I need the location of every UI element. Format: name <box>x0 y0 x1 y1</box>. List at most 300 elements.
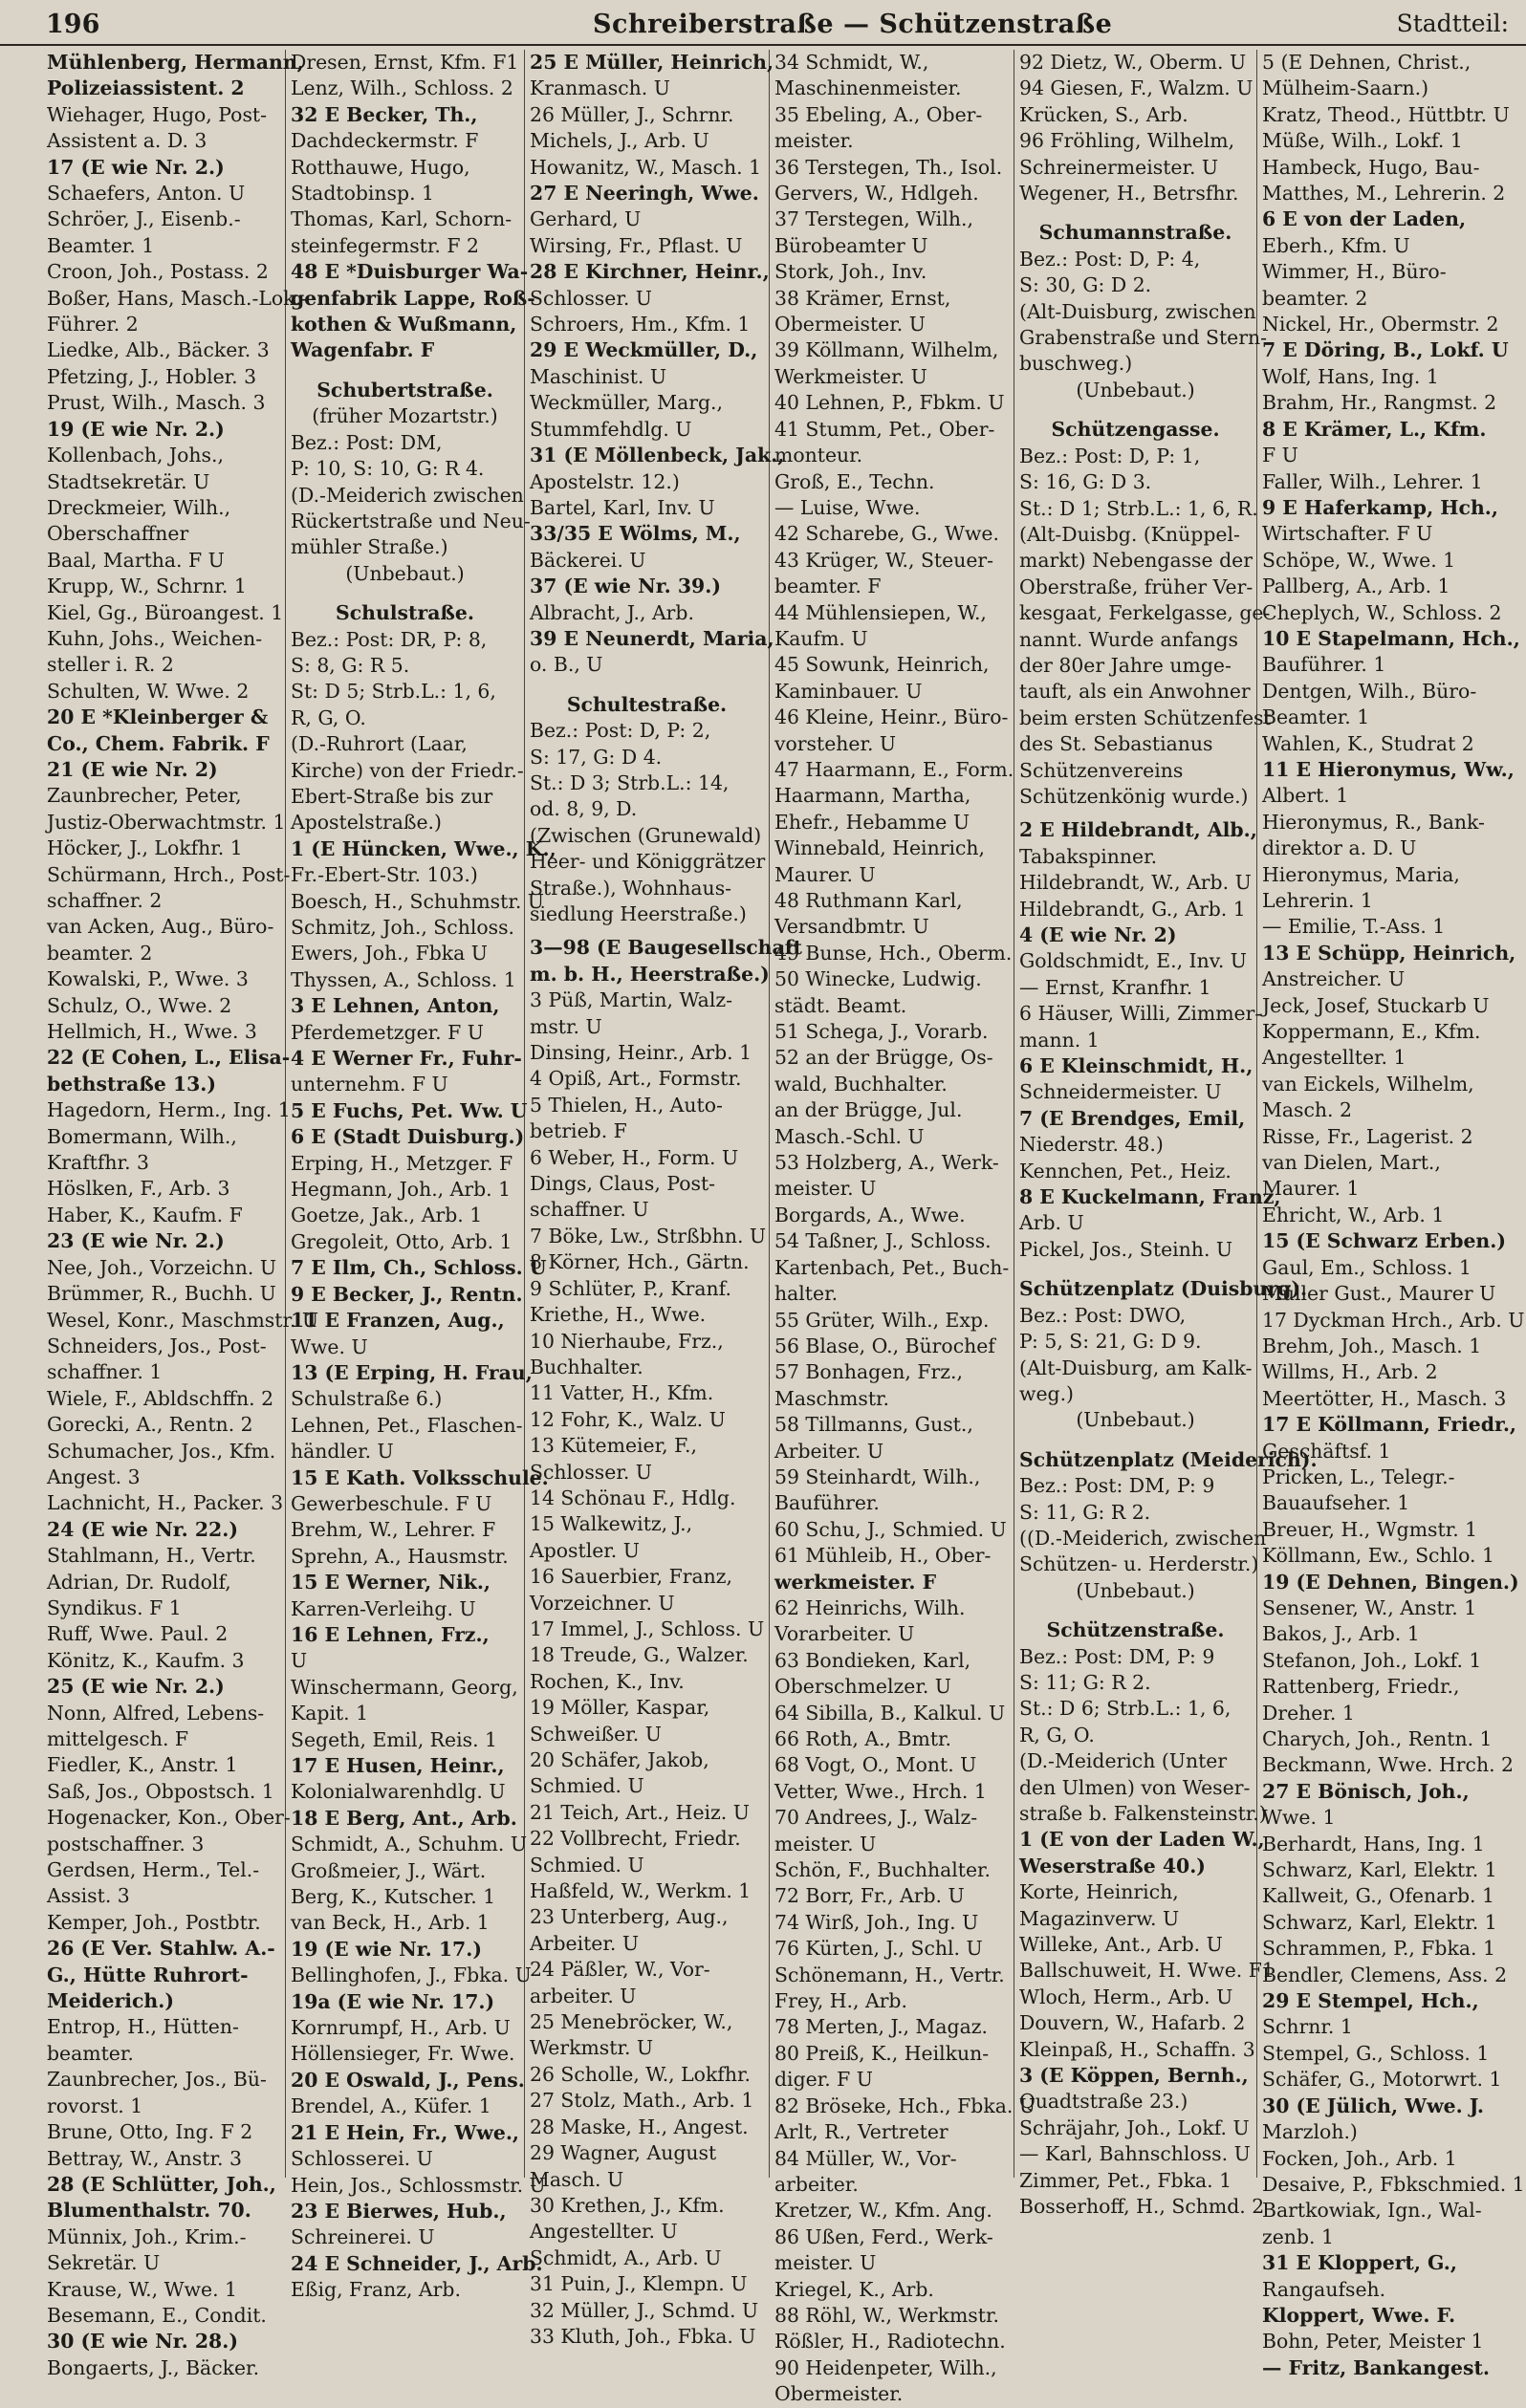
directory-entry-line: 36 Terstegen, Th., Isol. <box>774 155 1003 179</box>
directory-entry-line: 28 Maske, H., Angest. <box>530 2115 749 2138</box>
directory-entry-line: 8 E Krämer, L., Kfm. <box>1262 417 1487 441</box>
directory-entry-line: Kirche) von der Friedr.- <box>291 758 524 782</box>
directory-entry-line: Stadtobinsp. 1 <box>291 182 435 206</box>
directory-entry-line: St.: D 3; Strb.L.: 14, <box>530 770 730 794</box>
directory-entry-line: Weckmüller, Marg., <box>530 391 723 415</box>
directory-entry-line: 24 (E wie Nr. 22.) <box>47 1517 238 1541</box>
directory-entry-line: 57 Bonhagen, Frz., <box>774 1360 963 1384</box>
directory-entry-line: Besemann, E., Condit. <box>47 2303 267 2327</box>
directory-entry-line: Assist. 3 <box>47 1884 130 1908</box>
directory-entry-line: Liedke, Alb., Bäcker. 3 <box>47 338 270 362</box>
directory-entry-line: 96 Fröhling, Wilhelm, <box>1019 129 1235 153</box>
directory-entry-line: 27 E Bönisch, Joh., <box>1262 1779 1470 1803</box>
directory-entry-line: Prust, Wilh., Masch. 3 <box>47 391 266 415</box>
directory-entry-line: Schulz, O., Wwe. 2 <box>47 993 232 1017</box>
directory-entry-line: G., Hütte Ruhrort- <box>47 1963 249 1986</box>
directory-entry-line: 47 Haarmann, E., Form. <box>774 757 1014 781</box>
directory-entry-line: 20 Schäfer, Jakob, <box>530 1748 709 1771</box>
directory-entry-line: beamter. 2 <box>1262 286 1368 310</box>
directory-entry-line: Hieronymus, R., Bank- <box>1262 810 1485 834</box>
directory-entry-line: Co., Chem. Fabrik. F <box>47 731 270 755</box>
directory-entry-line: Stork, Joh., Inv. <box>774 260 927 284</box>
directory-entry-line: Bez.: Post: DM, P: 9 <box>1019 1474 1215 1498</box>
directory-entry-line: Schlosserei. U <box>291 2147 433 2171</box>
directory-entry-line: (D.-Meiderich (Unter <box>1019 1749 1228 1773</box>
directory-entry-line: Ballschuweit, H. Wwe. F1 <box>1019 1959 1275 1983</box>
directory-entry-line: arbeiter. <box>774 2172 859 2196</box>
directory-entry-line: 6 E (Stadt Duisburg.) <box>291 1125 525 1149</box>
directory-entry-line: Zaunbrecher, Peter, <box>47 784 242 808</box>
directory-entry-line: beamter. <box>47 2041 134 2065</box>
directory-entry-line: 18 E Berg, Ant., Arb. <box>291 1806 517 1830</box>
directory-entry-line: Beamter. 1 <box>47 233 155 257</box>
directory-entry-line: Focken, Joh., Arb. 1 <box>1262 2146 1457 2170</box>
directory-entry-line: Schreinerei. U <box>291 2225 435 2249</box>
directory-entry-line: Sekretär. U <box>47 2251 161 2275</box>
directory-entry-line: straße b. Falkensteinstr.) <box>1019 1802 1267 1825</box>
directory-entry-line: Haber, K., Kaufm. F <box>47 1203 243 1226</box>
directory-entry-line: Berhardt, Hans, Ing. 1 <box>1262 1832 1485 1855</box>
directory-entry-line: mühler Straße.) <box>291 535 448 559</box>
directory-entry-line: 48 Ruthmann Karl, <box>774 889 963 912</box>
directory-entry-line: Thyssen, A., Schloss. 1 <box>291 967 516 991</box>
directory-entry-line: Schützenkönig wurde.) <box>1019 784 1249 808</box>
directory-entry-line: Schröer, J., Eisenb.- <box>47 207 241 231</box>
directory-entry-line: 62 Heinrichs, Wilh. <box>774 1595 966 1619</box>
directory-entry-line: (Alt-Duisbg. (Knüppel- <box>1019 522 1240 546</box>
directory-entry-line: 18 Treude, G., Walzer. <box>530 1643 749 1667</box>
directory-entry-line: Kapit. 1 <box>291 1702 369 1725</box>
directory-entry-line: 4 Opiß, Art., Formstr. <box>530 1067 742 1091</box>
directory-entry-line: 31 E Kloppert, G., <box>1262 2251 1457 2275</box>
directory-entry-line: Kemper, Joh., Postbtr. <box>47 1910 261 1934</box>
directory-entry-line: Groß, E., Techn. <box>774 469 935 493</box>
directory-entry-line: mstr. U <box>530 1014 602 1038</box>
directory-entry-line: Kraftfhr. 3 <box>47 1151 150 1175</box>
page-title: Schreiberstraße — Schützenstraße <box>593 10 1113 39</box>
directory-entry-line: (D.-Meiderich zwischen <box>291 483 524 507</box>
directory-entry-line: Kratz, Theod., Hüttbtr. U <box>1262 102 1510 126</box>
directory-entry-line: Oberschaffner <box>47 522 189 546</box>
directory-entry-line: 26 Scholle, W., Lokfhr. <box>530 2062 751 2086</box>
directory-entry-line: schaffner. U <box>530 1198 649 1222</box>
directory-entry-line: 6 E von der Laden, <box>1262 207 1467 231</box>
directory-entry-line: 52 an der Brügge, Os- <box>774 1046 993 1070</box>
directory-entry-line: Stahlmann, H., Vertr. <box>47 1544 256 1568</box>
directory-entry-line: 15 E Kath. Volksschule. <box>291 1465 549 1489</box>
directory-entry-line: St.: D 1; Strb.L.: 1, 6, R. <box>1019 496 1258 520</box>
directory-entry-line: Pferdemetzger. F U <box>291 1020 484 1044</box>
directory-entry-line: 50 Winecke, Ludwig. <box>774 967 982 991</box>
directory-entry-line: van Beck, H., Arb. 1 <box>291 1911 490 1935</box>
spacer <box>530 679 764 686</box>
directory-entry-line: 78 Merten, J., Magaz. <box>774 2015 988 2039</box>
directory-entry-line: 11 E Hieronymus, Ww., <box>1262 757 1515 781</box>
directory-entry-line: Maschinist. U <box>530 364 667 388</box>
directory-entry-line: 41 Stumm, Pet., Ober- <box>774 417 995 441</box>
directory-entry-line: Könitz, K., Kaufm. 3 <box>47 1648 245 1672</box>
directory-entry-line: Hieronymus, Maria, <box>1262 862 1460 886</box>
directory-entry-line: Maschmstr. <box>774 1386 890 1410</box>
directory-entry-line: 56 Blase, O., Bürochef <box>774 1334 995 1357</box>
directory-entry-line: Schwarz, Karl, Elektr. 1 <box>1262 1858 1497 1882</box>
directory-entry-line: Kuhn, Johs., Weichen- <box>47 626 263 650</box>
directory-entry-line: Oberschmelzer. U <box>774 1675 951 1699</box>
directory-entry-line: Wloch, Herm., Arb. U <box>1019 1985 1233 2008</box>
directory-entry-line: Entrop, H., Hütten- <box>47 2015 239 2039</box>
directory-entry-line: Kartenbach, Pet., Buch- <box>774 1255 1010 1279</box>
directory-entry-line: Boßer, Hans, Masch.-Lok.- <box>47 286 308 310</box>
directory-entry-line: Frey, H., Arb. <box>774 1989 907 2013</box>
directory-entry-line: Schreinermeister. U <box>1019 155 1219 179</box>
directory-entry-line: 84 Müller, W., Vor- <box>774 2146 957 2170</box>
directory-entry-line: Assistent a. D. 3 <box>47 129 207 153</box>
directory-entry-line: 37 Terstegen, Wilh., <box>774 207 973 231</box>
directory-entry-line: Kallweit, G., Ofenarb. 1 <box>1262 1884 1494 1908</box>
spacer <box>1019 1434 1252 1442</box>
directory-entry-line: 58 Tillmanns, Gust., <box>774 1413 973 1437</box>
directory-entry-line: (Alt-Duisburg, zwischen <box>1019 299 1256 323</box>
directory-entry-line: an der Brügge, Jul. <box>774 1098 963 1122</box>
directory-entry-line: 17 Dyckman Hrch., Arb. U <box>1262 1308 1525 1332</box>
directory-entry-line: 12 Fohr, K., Walz. U <box>530 1407 726 1431</box>
directory-entry-line: meister. <box>774 129 854 153</box>
directory-entry-line: Jeck, Josef, Stuckarb U <box>1262 993 1490 1017</box>
directory-entry-line: Kleinpaß, H., Schaffn. 3 <box>1019 2037 1255 2061</box>
directory-entry-line: Hagedorn, Herm., Ing. 1 <box>47 1098 291 1122</box>
directory-entry-line: 39 Köllmann, Wilhelm, <box>774 338 999 362</box>
directory-entry-line: städt. Beamt. <box>774 993 907 1017</box>
directory-entry-line: 19 (E wie Nr. 17.) <box>291 1937 482 1961</box>
directory-entry-line: Müller Gust., Maurer U <box>1262 1282 1496 1306</box>
directory-entry-line: 21 (E wie Nr. 2) <box>47 757 218 781</box>
directory-entry-line: Höllensieger, Fr. Wwe. <box>291 2042 515 2066</box>
directory-entry-line: 9 Schlüter, P., Kranf. <box>530 1276 731 1300</box>
directory-entry-line: — Karl, Bahnschloss. U <box>1019 2142 1251 2166</box>
directory-entry-line: Obermeister. <box>774 2382 904 2406</box>
directory-entry-line: 21 Teich, Art., Heiz. U <box>530 1800 750 1824</box>
directory-entry-line: 48 E *Duisburger Wa- <box>291 260 529 284</box>
directory-entry-line: Albert. 1 <box>1262 784 1349 808</box>
directory-entry-line: Goldschmidt, E., Inv. U <box>1019 949 1247 973</box>
directory-entry-line: Lehnen, Pet., Flaschen- <box>291 1413 523 1437</box>
directory-entry-line: Schmitz, Joh., Schloss. <box>291 916 515 939</box>
directory-entry-line: Ewers, Joh., Fbka U <box>291 942 488 965</box>
directory-entry-line: Kaufm. U <box>774 626 868 650</box>
directory-entry-line: weg.) <box>1019 1381 1075 1405</box>
street-heading: Schubertstraße. <box>316 378 493 401</box>
page-number: 196 <box>46 10 100 39</box>
directory-entry-line: Kornrumpf, H., Arb. U <box>291 2016 511 2040</box>
directory-entry-line: Karren-Verleihg. U <box>291 1596 476 1620</box>
directory-entry-line: 6 Weber, H., Form. U <box>530 1145 739 1169</box>
directory-entry-line: 7 E Döring, B., Lokf. U <box>1262 338 1509 362</box>
directory-entry-line: Schneidermeister. U <box>1019 1080 1222 1104</box>
directory-entry-line: Bez.: Post: D, P: 1, <box>1019 444 1201 467</box>
directory-entry-line: 6 Häuser, Willi, Zimmer- <box>1019 1002 1262 1026</box>
directory-entry-line: 35 Ebeling, A., Ober- <box>774 102 983 126</box>
directory-entry-line: Arb. U <box>1019 1211 1084 1235</box>
directory-entry-line: Winnebald, Heinrich, <box>774 836 986 860</box>
directory-entry-line: 11 Vatter, H., Kfm. <box>530 1381 714 1405</box>
directory-entry-line: 94 Giesen, F., Walzm. U <box>1019 76 1254 100</box>
directory-entry-line: 15 E Werner, Nik., <box>291 1571 491 1594</box>
directory-entry-line: Werkmstr. U <box>530 2036 654 2060</box>
directory-entry-line: Wirtschafter. F U <box>1262 522 1433 546</box>
directory-entry-line: 37 (E wie Nr. 39.) <box>530 575 721 598</box>
directory-entry-line: 13 E Schüpp, Heinrich, <box>1262 941 1516 965</box>
directory-entry-line: Risse, Fr., Lagerist. 2 <box>1262 1124 1473 1148</box>
directory-entry-line: Bartkowiak, Ign., Wal- <box>1262 2199 1482 2223</box>
directory-entry-line: Schmidt, A., Schuhm. U <box>291 1833 528 1856</box>
street-heading: Schützenstraße. <box>1046 1618 1225 1642</box>
directory-entry-line: Dreher. 1 <box>1262 1701 1355 1725</box>
directory-entry-line: Boesch, H., Schuhmstr. U <box>291 889 544 913</box>
directory-entry-line: Bauaufseher. 1 <box>1262 1491 1410 1515</box>
directory-entry-line: 61 Mühleib, H., Ober- <box>774 1544 992 1568</box>
directory-entry-line: Eßig, Franz, Arb. <box>291 2278 461 2302</box>
directory-entry-line: Brune, Otto, Ing. F 2 <box>47 2120 253 2144</box>
directory-entry-line: Nonn, Alfred, Lebens- <box>47 1701 265 1725</box>
directory-entry-line: 59 Steinhardt, Wilh., <box>774 1464 981 1488</box>
directory-entry-line: Polizeiassistent. 2 <box>47 76 245 100</box>
directory-entry-line: 7 Böke, Lw., Strßbhn. U <box>530 1224 767 1247</box>
directory-entry-line: 53 Holzberg, A., Werk- <box>774 1151 999 1175</box>
directory-entry-line: Rangaufseh. <box>1262 2277 1386 2301</box>
directory-entry-line: Ebert-Straße bis zur <box>291 784 493 808</box>
street-heading: Schulstraße. <box>336 601 474 625</box>
directory-entry-line: postschaffner. 3 <box>47 1832 205 1855</box>
directory-entry-line: 24 E Schneider, J., Arb. <box>291 2251 543 2275</box>
directory-entry-line: Schönemann, H., Vertr. <box>774 1963 1005 1986</box>
directory-entry-line: schaffner. 1 <box>47 1360 163 1384</box>
directory-entry-line: Buchhalter. <box>530 1355 643 1378</box>
directory-entry-line: Brümmer, R., Buchh. U <box>47 1282 276 1306</box>
page-header <box>0 0 1526 46</box>
column-4 <box>770 50 1036 2406</box>
directory-entry-line: 7 (E Brendges, Emil, <box>1019 1106 1246 1130</box>
directory-entry-line: P: 10, S: 10, G: R 4. <box>291 457 485 481</box>
spacer <box>291 587 519 595</box>
directory-entry-line: 42 Scharebe, G., Wwe. <box>774 522 999 546</box>
directory-entry-line: 14 Schönau F., Hdlg. <box>530 1486 736 1509</box>
directory-entry-line: Haarmann, Martha, <box>774 784 971 808</box>
directory-entry-line: F U <box>1262 444 1298 467</box>
directory-entry-line: Bauführer. <box>774 1491 880 1515</box>
directory-entry-line: Schweißer. U <box>530 1722 662 1746</box>
directory-entry-line: Schlosser. U <box>530 286 652 310</box>
directory-entry-line: 28 (E Schlütter, Joh., <box>47 2172 276 2196</box>
directory-entry-line: 27 E Neeringh, Wwe. <box>530 182 759 206</box>
directory-entry-line: Obermeister. U <box>774 313 926 336</box>
directory-entry-line: Führer. 2 <box>47 313 139 336</box>
directory-entry-line: 8 E Kuckelmann, Franz, <box>1019 1185 1281 1209</box>
directory-entry-line: Breuer, H., Wgmstr. 1 <box>1262 1517 1478 1541</box>
directory-entry-line: Pfetzing, J., Hobler. 3 <box>47 364 257 388</box>
directory-entry-line: Masch.-Schl. U <box>774 1124 925 1148</box>
directory-entry-line: Müße, Wilh., Lokf. 1 <box>1262 129 1463 153</box>
directory-entry-line: Bauführer. 1 <box>1262 653 1386 677</box>
directory-entry-line: van Eickels, Wilhelm, <box>1262 1072 1474 1096</box>
directory-entry-line: Gewerbeschule. F U <box>291 1491 492 1515</box>
directory-entry-line: 22 (E Cohen, L., Elisa- <box>47 1046 291 1070</box>
directory-entry-line: rovorst. 1 <box>47 2093 143 2117</box>
directory-entry-line: 80 Preiß, K., Heilkun- <box>774 2041 990 2065</box>
directory-entry-line: 74 Wirß, Joh., Ing. U <box>774 1910 979 1934</box>
directory-entry-line: Sensener, W., Anstr. 1 <box>1262 1595 1477 1619</box>
directory-columns <box>42 50 1526 2406</box>
directory-entry-line: Bohn, Peter, Meister 1 <box>1262 2330 1484 2354</box>
directory-entry-line: Sprehn, A., Hausmstr. <box>291 1544 509 1568</box>
directory-entry-line: Schroers, Hm., Kfm. 1 <box>530 313 751 336</box>
directory-entry-line: Arbeiter. U <box>774 1439 884 1463</box>
directory-entry-line: Schäfer, G., Motorwrt. 1 <box>1262 2068 1502 2092</box>
directory-entry-line: Anstreicher. U <box>1262 967 1406 991</box>
directory-entry-line: Niederstr. 48.) <box>1019 1133 1164 1157</box>
directory-entry-line: Bomermann, Wilh., <box>47 1124 237 1148</box>
spacer <box>1019 403 1252 411</box>
directory-entry-line: Brehm, Joh., Masch. 1 <box>1262 1334 1482 1357</box>
directory-entry-line: Hein, Jos., Schlossmstr. U <box>291 2173 546 2197</box>
directory-entry-line: Weserstraße 40.) <box>1019 1854 1206 1877</box>
directory-entry-line: wald, Buchhalter. <box>774 1072 948 1096</box>
directory-entry-line: 19 (E wie Nr. 2.) <box>47 417 225 441</box>
directory-entry-line: Schneiders, Jos., Post- <box>47 1334 267 1357</box>
directory-entry-line: Krupp, W., Schrnr. 1 <box>47 575 247 598</box>
directory-entry-line: händler. U <box>291 1440 394 1464</box>
directory-entry-line: Adrian, Dr. Rudolf, <box>47 1570 231 1594</box>
directory-entry-line: 9 E Becker, J., Rentn. <box>291 1282 523 1306</box>
directory-entry-line: 13 Kütemeier, F., <box>530 1434 698 1458</box>
directory-entry-line: Hildebrandt, G., Arb. 1 <box>1019 897 1246 921</box>
directory-entry-line: Goetze, Jak., Arb. 1 <box>291 1204 483 1227</box>
directory-entry-line: Vetter, Wwe., Hrch. 1 <box>774 1779 987 1803</box>
directory-entry-line: Kennchen, Pet., Heiz. <box>1019 1159 1232 1182</box>
directory-entry-line: Schmied. U <box>530 1774 644 1798</box>
directory-entry-line: Arlt, R., Vertreter <box>774 2120 948 2144</box>
directory-entry-line: Pricken, L., Telegr.- <box>1262 1464 1455 1488</box>
directory-entry-line: 92 Dietz, W., Oberm. U <box>1019 51 1247 74</box>
directory-entry-line: Angestellter. 1 <box>1262 1046 1406 1070</box>
directory-entry-line: Kranmasch. U <box>530 76 670 100</box>
directory-entry-line: 63 Bondieken, Karl, <box>774 1648 971 1672</box>
directory-entry-line: Brehm, W., Lehrer. F <box>291 1518 496 1542</box>
directory-entry-line: (Zwischen (Grunewald) <box>530 823 762 847</box>
directory-entry-line: Baal, Martha. F U <box>47 548 225 572</box>
directory-entry-line: Bäckerei. U <box>530 548 646 572</box>
directory-entry-line: Brendel, A., Küfer. 1 <box>291 2094 491 2118</box>
directory-entry-line: Werkmeister. U <box>774 364 927 388</box>
directory-entry-line: 3 Püß, Martin, Walz- <box>530 988 732 1012</box>
directory-entry-line: 22 Vollbrecht, Friedr. <box>530 1827 741 1851</box>
directory-entry-line: Masch. U <box>530 2167 624 2191</box>
directory-entry-line: Schützen- u. Herderstr.) <box>1019 1552 1259 1576</box>
directory-entry-line: S: 17, G: D 4. <box>530 745 663 769</box>
directory-entry-line: Bendler, Clemens, Ass. 2 <box>1262 1963 1508 1986</box>
directory-entry-line: vorsteher. U <box>774 731 897 755</box>
directory-entry-line: 13 (E Erping, H. Frau, <box>291 1360 533 1384</box>
directory-entry-line: Angestellter. U <box>530 2220 678 2244</box>
directory-entry-line: des St. Sebastianus <box>1019 732 1213 756</box>
directory-entry-line: Rochen, K., Inv. <box>530 1669 685 1693</box>
directory-entry-line: arbeiter. U <box>530 1984 637 2007</box>
directory-entry-line: Rückertstraße und Neu- <box>291 509 531 532</box>
directory-entry-line: S: 8, G: R 5. <box>291 653 410 677</box>
directory-entry-line: Meiderich.) <box>47 1989 174 2013</box>
directory-entry-line: 26 (E Ver. Stahlw. A.- <box>47 1937 275 1961</box>
directory-entry-line: 90 Heidenpeter, Wilh., <box>774 2355 997 2379</box>
street-heading: Schumannstraße. <box>1038 221 1232 245</box>
directory-entry-line: Schräjahr, Joh., Lokf. U <box>1019 2115 1250 2139</box>
directory-entry-line: Saß, Jos., Obpostsch. 1 <box>47 1779 274 1803</box>
directory-entry-line: Dreckmeier, Wilh., <box>47 495 231 519</box>
directory-entry-line: Justiz-Oberwachtmstr. 1 <box>47 810 286 834</box>
directory-entry-line: 7 E Ilm, Ch., Schloss. U <box>291 1256 547 1280</box>
directory-entry-line: Meertötter, H., Masch. 3 <box>1262 1386 1507 1410</box>
directory-entry-line: 82 Bröseke, Hch., Fbka. U <box>774 2093 1036 2117</box>
directory-entry-line: Bartel, Karl, Inv. U <box>530 495 715 519</box>
directory-entry-line: 45 Sowunk, Heinrich, <box>774 653 990 677</box>
directory-entry-line: Rößler, H., Radiotechn. <box>774 2330 1006 2354</box>
directory-entry-line: 76 Kürten, J., Schl. U <box>774 1937 983 1961</box>
directory-entry-line: Erping, H., Metzger. F <box>291 1151 513 1175</box>
directory-entry-line: Beamter. 1 <box>1262 705 1370 729</box>
directory-entry-line: U <box>291 1649 308 1673</box>
directory-entry-line: Dentgen, Wilh., Büro- <box>1262 679 1477 703</box>
directory-entry-line: 32 Müller, J., Schmd. U <box>530 2298 759 2322</box>
directory-entry-line: Wirsing, Fr., Pflast. U <box>530 233 743 257</box>
directory-entry-line: St: D 5; Strb.L.: 1, 6, <box>291 680 496 704</box>
directory-entry-line: Dinsing, Heinr., Arb. 1 <box>530 1041 752 1065</box>
directory-entry-line: Schmied. U <box>530 1853 644 1877</box>
directory-entry-line: siedlung Heerstraße.) <box>530 902 747 925</box>
directory-entry-line: 86 Ußen, Ferd., Werk- <box>774 2224 993 2248</box>
directory-entry-line: (D.-Ruhrort (Laar, <box>291 732 468 756</box>
directory-entry-line: genfabrik Lappe, Roß- <box>291 286 535 310</box>
street-heading: Schützenplatz (Meiderich). <box>1019 1447 1318 1471</box>
directory-entry-line: 17 E Husen, Heinr., <box>291 1754 505 1777</box>
directory-entry-line: Blumenthalstr. 70. <box>47 2199 251 2223</box>
directory-entry-line: Hegmann, Joh., Arb. 1 <box>291 1178 512 1202</box>
directory-entry-line: Wesel, Konr., Maschmstr. U <box>47 1308 319 1332</box>
directory-entry-line: Michels, J., Arb. U <box>530 129 709 153</box>
directory-entry-line: Krücken, S., Arb. <box>1019 102 1188 126</box>
directory-entry-line: Nickel, Hr., Obermstr. 2 <box>1262 313 1499 336</box>
directory-entry-line: (Unbebaut.) <box>345 561 465 585</box>
directory-entry-line: 19 (E Dehnen, Bingen.) <box>1262 1570 1519 1594</box>
directory-entry-line: — Luise, Wwe. <box>774 495 921 519</box>
directory-entry-line: 40 Lehnen, P., Fbkm. U <box>774 391 1005 415</box>
directory-entry-line: beim ersten Schützenfest <box>1019 705 1272 729</box>
directory-entry-line: 23 E Bierwes, Hub., <box>291 2199 507 2223</box>
directory-entry-line: Bez.: Post: D, P: 2, <box>530 719 711 743</box>
spacer <box>1019 810 1252 817</box>
column-3 <box>525 50 802 2348</box>
directory-entry-line: Ruff, Wwe. Paul. 2 <box>47 1622 229 1646</box>
directory-entry-line: Koppermann, E., Kfm. <box>1262 1020 1481 1044</box>
running-head-right: Stadtteil: <box>1396 10 1509 37</box>
directory-entry-line: — Ernst, Kranfhr. 1 <box>1019 975 1211 999</box>
directory-entry-line: unternehm. F U <box>291 1073 448 1096</box>
directory-entry-line: (früher Mozartstr.) <box>312 404 498 428</box>
directory-entry-line: Bakos, J., Arb. 1 <box>1262 1622 1420 1646</box>
directory-entry-line: S: 11, G: R 2. <box>1019 1500 1151 1524</box>
directory-entry-line: 34 Schmidt, W., <box>774 51 929 74</box>
directory-entry-line: Wwe. 1 <box>1262 1806 1336 1830</box>
directory-entry-line: Tabakspinner. <box>1019 844 1158 868</box>
directory-entry-line: Willms, H., Arb. 2 <box>1262 1360 1438 1384</box>
directory-entry-line: Bosserhoff, H., Schmd. 2 <box>1019 2195 1265 2219</box>
